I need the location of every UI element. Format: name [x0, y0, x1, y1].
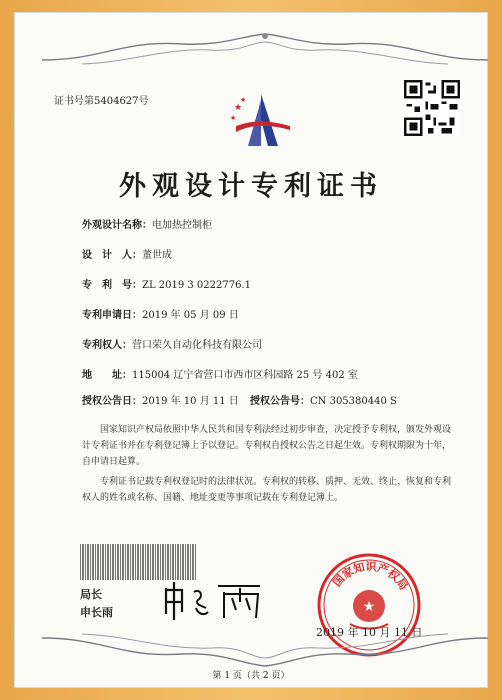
director-title: 局长	[80, 588, 102, 601]
qr-code-icon	[404, 80, 460, 136]
seal-date: 2019 年 10 月 11 日	[316, 626, 423, 639]
handwritten-signature	[160, 578, 270, 622]
svg-text:★: ★	[240, 96, 247, 104]
page-number: 第 1 页（共 2 页）	[212, 671, 290, 681]
grant-number-field	[250, 396, 397, 408]
designer-field	[82, 250, 172, 262]
patentee-value: 营口荣久自动化科技有限公司	[132, 340, 262, 351]
address-label: 地 址：	[82, 370, 132, 381]
patent-number-label: 专 利 号：	[82, 280, 142, 291]
director-name: 申长雨	[80, 606, 113, 619]
certificate-paragraph-1: 国家知识产权局依照中华人民共和国专利法经过初步审查，决定授予专利权，颁发外观设计专利证书并在专利登记簿上予以登记。专利权自授权公告之日起生效。专利权期限为十年，自申请日起算。	[82, 425, 452, 467]
patent-number-value: ZL 2019 3 0222776.1	[142, 280, 252, 291]
certificate-paper	[14, 12, 488, 688]
patent-number-field	[82, 280, 251, 292]
design-name-value: 电加热控制柜	[152, 220, 212, 231]
svg-text:★: ★	[362, 599, 376, 615]
certificate-title: 外观设计专利证书	[119, 171, 383, 202]
designer-label: 设 计 人：	[82, 250, 142, 261]
application-date-value: 2019 年 05 月 09 日	[142, 310, 239, 321]
grant-date-value: 2019 年 10 月 11 日	[142, 396, 239, 407]
patent-office-logo-icon	[228, 86, 294, 152]
certificate-number: 证书号第5404627号	[54, 96, 149, 107]
application-date-label: 专利申请日：	[82, 310, 142, 321]
grant-number-label: 授权公告号：	[250, 396, 310, 407]
top-ornament	[42, 30, 488, 70]
patentee-field	[82, 340, 262, 352]
grant-date-label: 授权公告日：	[82, 396, 142, 407]
bottom-ornament	[42, 624, 488, 672]
svg-text:★: ★	[230, 114, 237, 122]
designer-value: 董世成	[142, 250, 172, 261]
address-field	[82, 370, 358, 382]
design-name-field	[82, 220, 212, 232]
certificate-paragraph-2: 专利证书记载专利权登记时的法律状况。专利权的转移、质押、无效、终止、恢复和专利权人的姓名或名称、国籍、地址变更等事项记载在专利登记簿上。	[82, 477, 452, 503]
barcode-strip	[80, 544, 196, 580]
address-value: 115004 辽宁省营口市西市区科园路 25 号 402 室	[132, 370, 358, 381]
svg-text:★: ★	[234, 103, 243, 113]
seal-text: 国家知识产权局	[330, 560, 411, 593]
design-name-label: 外观设计名称：	[82, 220, 152, 231]
application-date-field	[82, 310, 239, 322]
patentee-label: 专利权人：	[82, 340, 132, 351]
grant-date-field	[82, 396, 239, 408]
grant-number-value: CN 305380440 S	[310, 396, 397, 407]
